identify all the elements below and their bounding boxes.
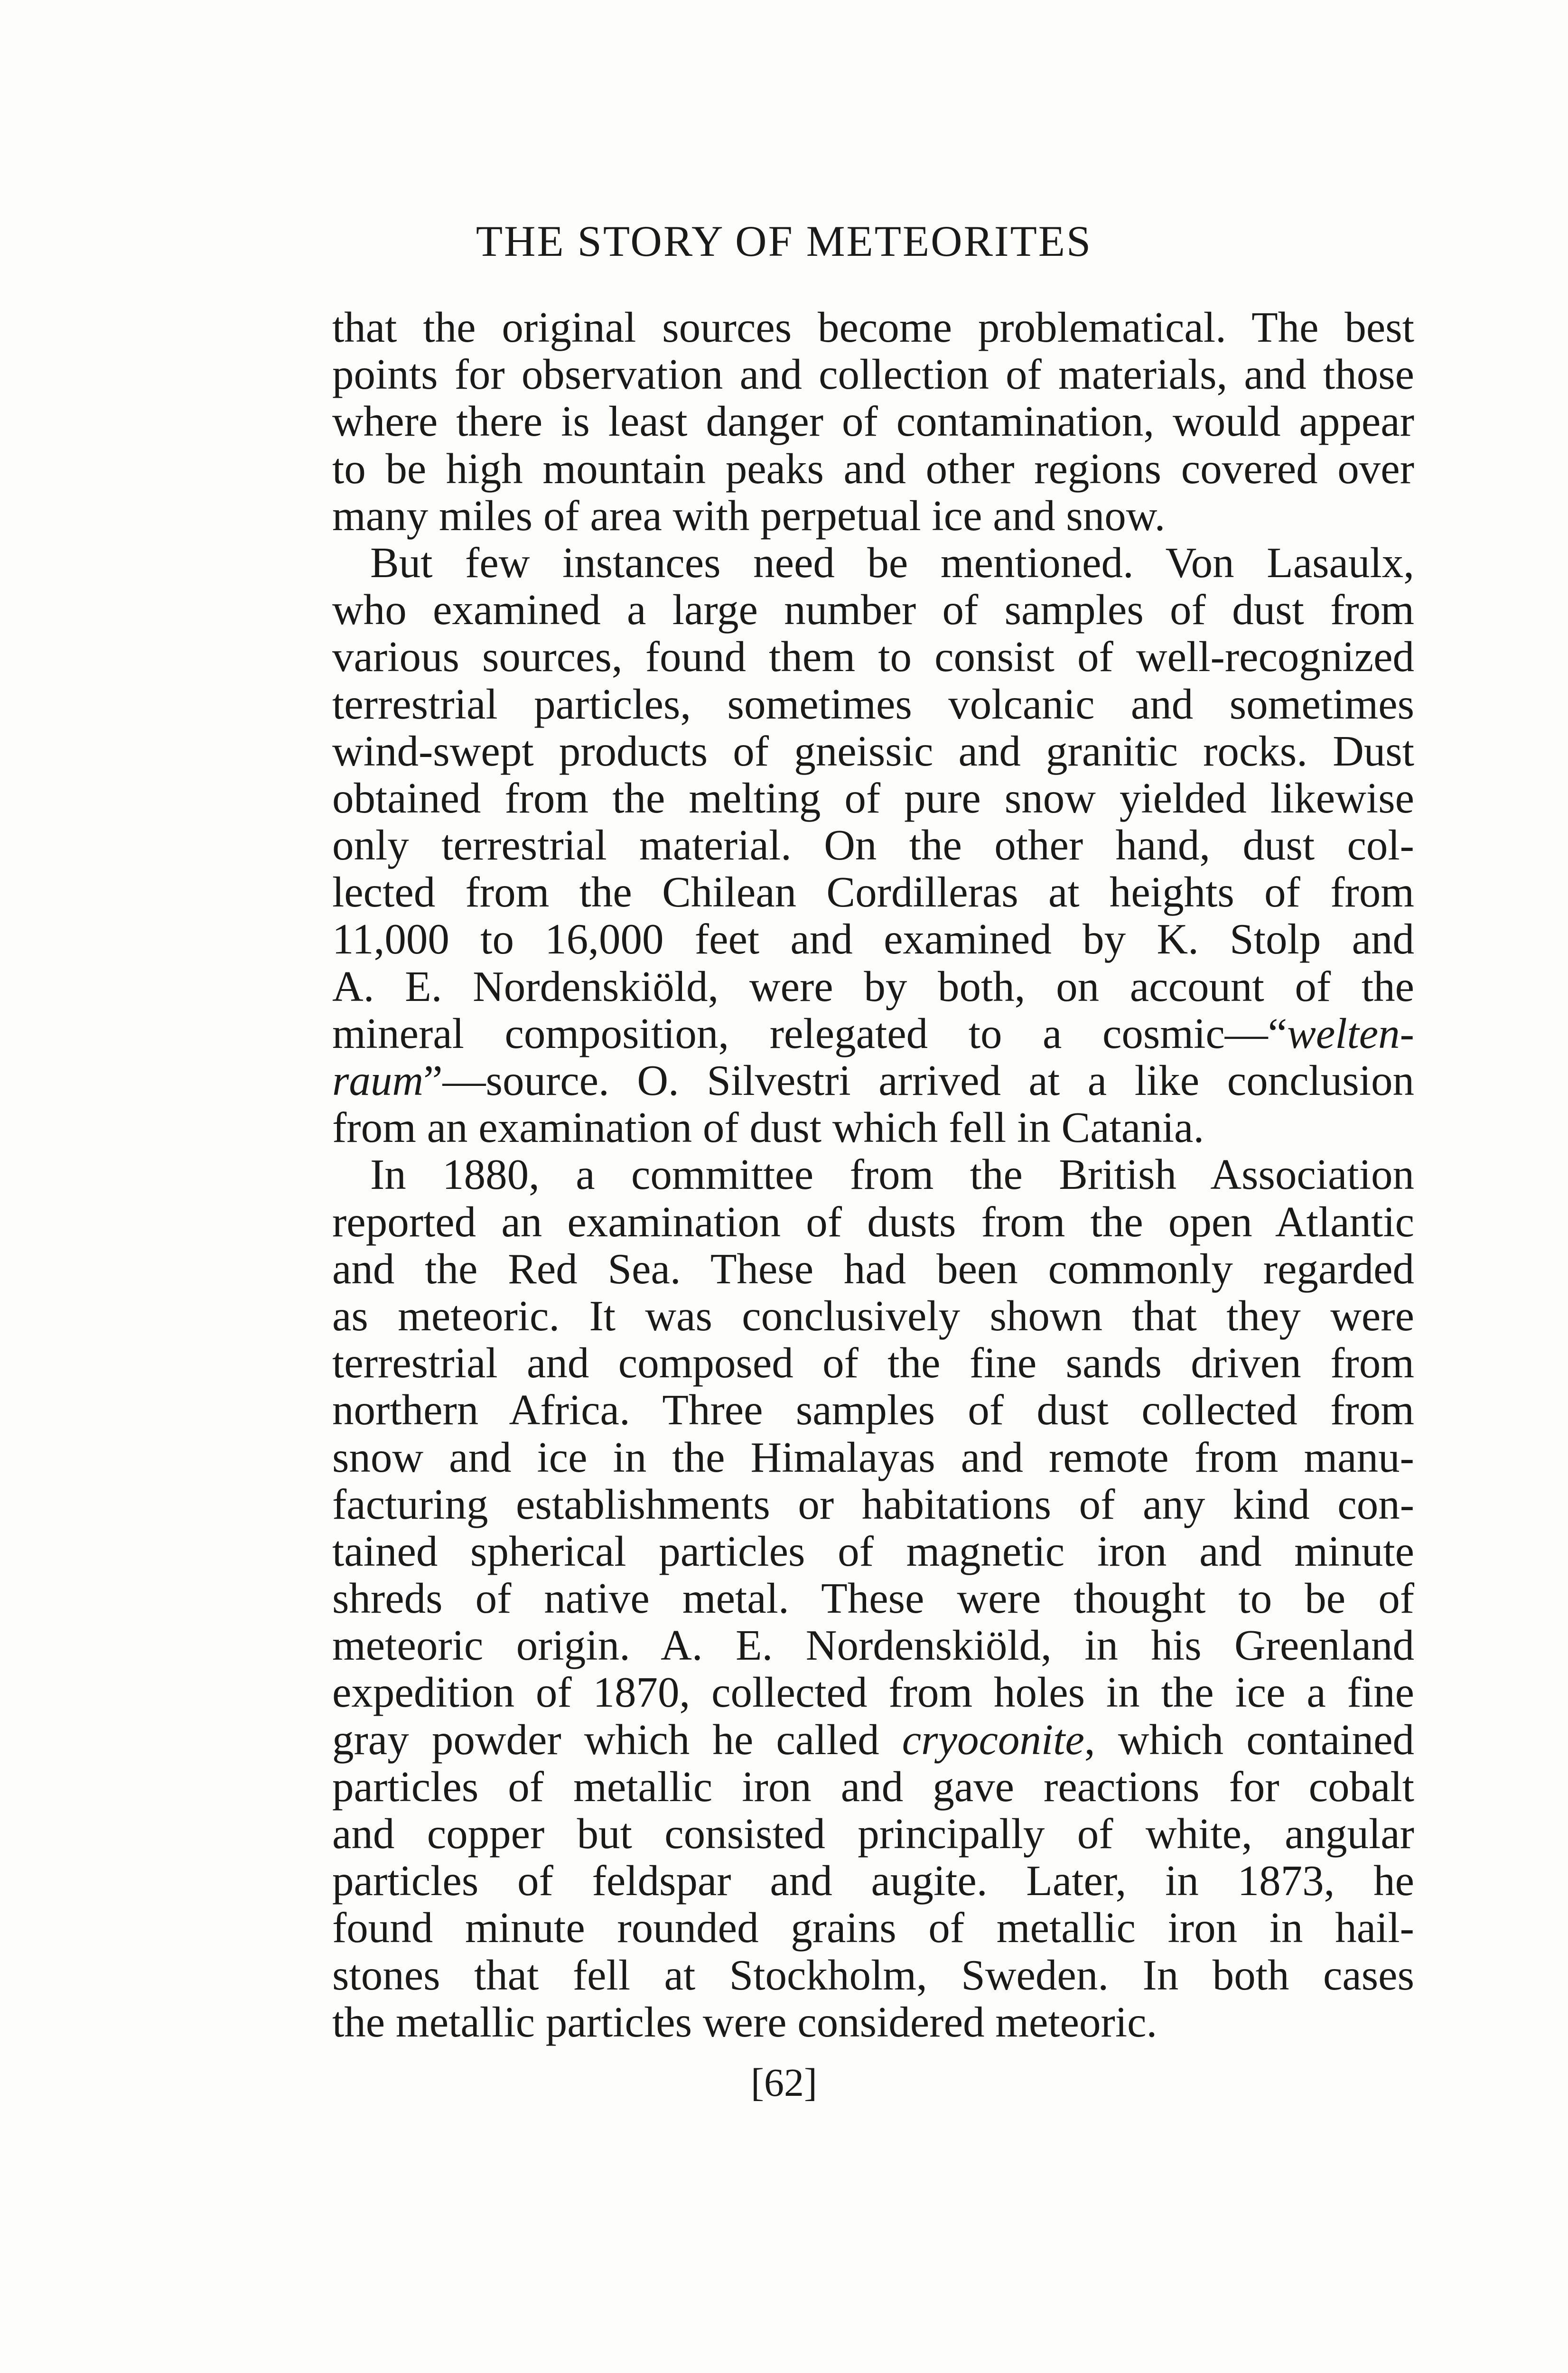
text-line: reported an examination of dusts from the open Atlantic — [332, 1197, 1414, 1246]
text-line: In 1880, a committee from the British Association — [370, 1150, 1414, 1199]
text-line: the metallic particles were considered meteoric. — [332, 1998, 1157, 2046]
text-line: facturing establishments or habitations of any kind con- — [332, 1480, 1414, 1528]
text-line: points for observation and collection of materials, and those — [332, 350, 1414, 399]
text-line: who examined a large number of samples of dust from — [332, 586, 1414, 634]
text-line: where there is least danger of contamination, would appear — [332, 397, 1414, 446]
text-line: gray powder which he called cryoconite, which contained — [332, 1715, 1414, 1764]
text-line: mineral composition, relegated to a cosmic—“welten- — [332, 1009, 1414, 1057]
text-line: 11,000 to 16,000 feet and examined by K. Stolp and — [332, 915, 1414, 963]
text-line: shreds of native metal. These were thought to be of — [332, 1574, 1414, 1623]
text-line: particles of metallic iron and gave reactions for cobalt — [332, 1762, 1414, 1811]
running-head: THE STORY OF METEORITES — [476, 217, 1092, 265]
text-line: A. E. Nordenskiöld, were by both, on account of the — [332, 962, 1414, 1010]
italic-term: welten- — [1287, 1009, 1414, 1057]
text-line: many miles of area with perpetual ice and snow. — [332, 491, 1166, 540]
text-line: terrestrial and composed of the fine sands driven from — [332, 1339, 1414, 1387]
text-line: and the Red Sea. These had been commonly regarded — [332, 1244, 1414, 1293]
text-line: snow and ice in the Himalayas and remote from manu- — [332, 1433, 1414, 1481]
italic-term: cryoconite — [902, 1715, 1084, 1764]
text-line: found minute rounded grains of metallic iron in hail- — [332, 1904, 1414, 1952]
text-line: tained spherical particles of magnetic iron and minute — [332, 1527, 1414, 1575]
text-line: various sources, found them to consist of well-recognized — [332, 633, 1414, 681]
body-text — [332, 304, 1414, 2046]
text-line: that the original sources become problematical. The best — [332, 303, 1414, 351]
text-line: terrestrial particles, sometimes volcanic and sometimes — [332, 680, 1414, 728]
text-line: only terrestrial material. On the other hand, dust col- — [332, 821, 1414, 869]
text-line: as meteoric. It was conclusively shown that they were — [332, 1291, 1414, 1340]
text-line: particles of feldspar and augite. Later, in 1873, he — [332, 1857, 1414, 1905]
text-line: stones that fell at Stockholm, Sweden. In both cases — [332, 1951, 1414, 1999]
text-line: wind-swept products of gneissic and granitic rocks. Dust — [332, 727, 1414, 775]
text-line: to be high mountain peaks and other regions covered over — [332, 444, 1414, 493]
page-number: [62] — [751, 2061, 817, 2105]
text-line: expedition of 1870, collected from holes in the ice a fine — [332, 1668, 1414, 1717]
text-line: obtained from the melting of pure snow yielded likewise — [332, 774, 1414, 822]
text-line: northern Africa. Three samples of dust collected from — [332, 1386, 1414, 1434]
text-line: But few instances need be mentioned. Von Lasaulx, — [370, 538, 1414, 587]
text-line: meteoric origin. A. E. Nordenskiöld, in his Greenland — [332, 1621, 1414, 1670]
text-line: from an examination of dust which fell in Catania. — [332, 1103, 1204, 1152]
text-line: lected from the Chilean Cordilleras at heights of from — [332, 868, 1414, 916]
text-line: raum”—source. O. Silvestri arrived at a like conclusion — [332, 1056, 1414, 1104]
text-line: and copper but consisted principally of white, angular — [332, 1810, 1414, 1858]
italic-term: raum — [332, 1056, 424, 1104]
